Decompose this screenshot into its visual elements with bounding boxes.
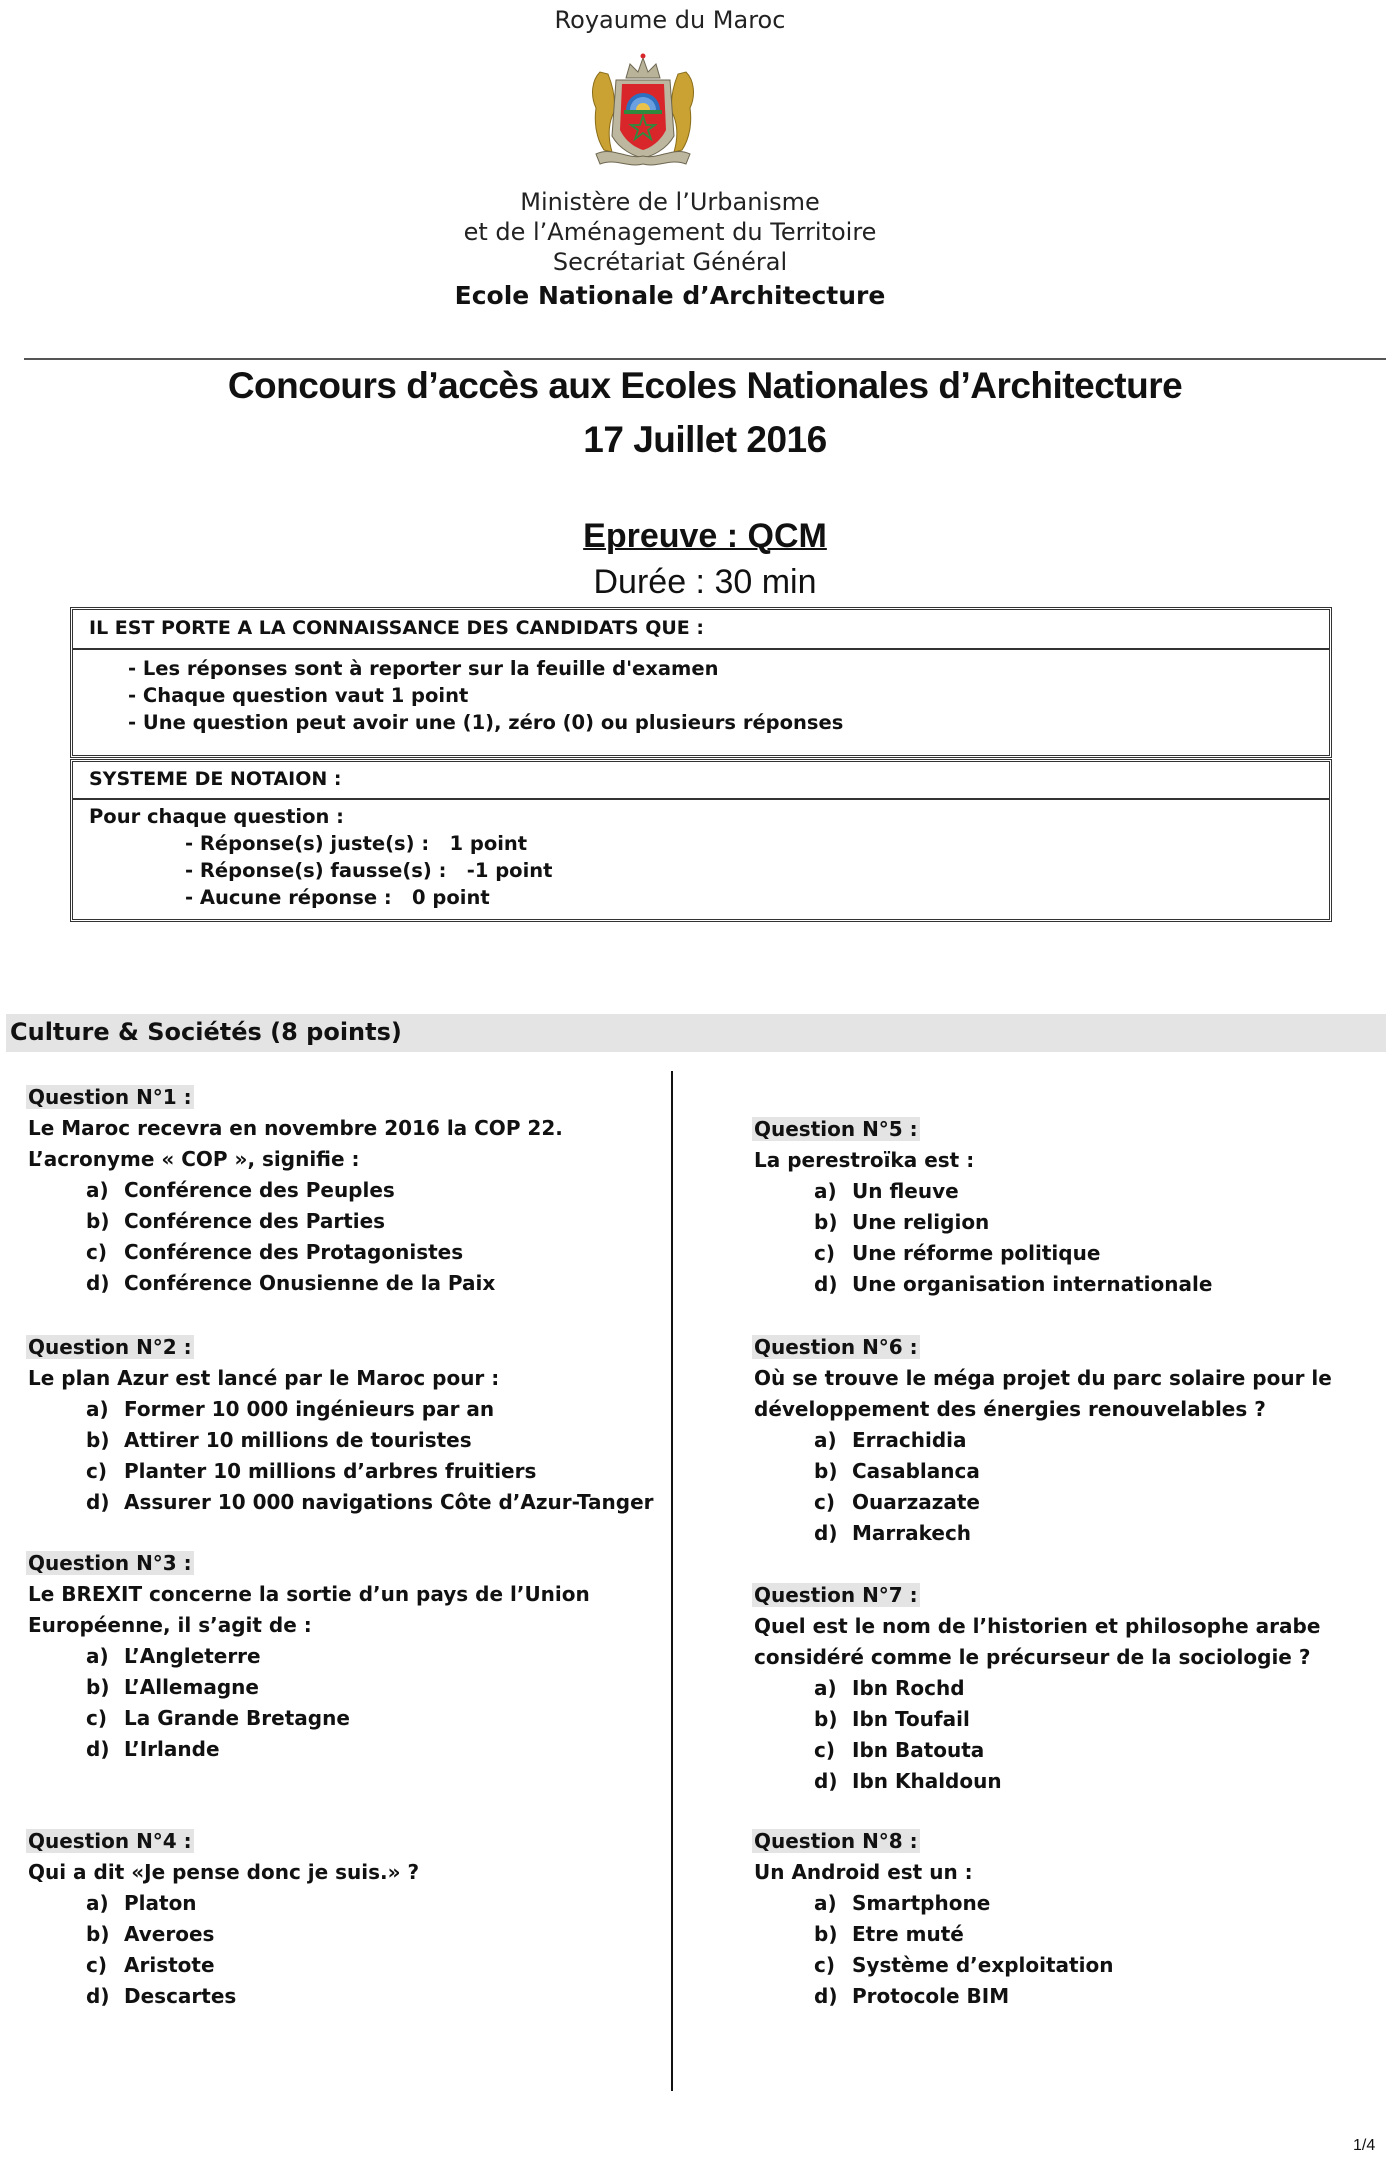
option-letter: b) bbox=[86, 1922, 110, 1946]
school-name: Ecole Nationale d’Architecture bbox=[454, 281, 886, 310]
option-letter: a) bbox=[86, 1644, 109, 1668]
option-text: Casablanca bbox=[852, 1459, 980, 1483]
option-letter: c) bbox=[814, 1738, 835, 1762]
notice-heading: IL EST PORTE A LA CONNAISSANCE DES CANDIDATS QUE : bbox=[73, 610, 1329, 650]
option-text: L’Allemagne bbox=[124, 1675, 259, 1699]
option-text: Ibn Batouta bbox=[852, 1738, 985, 1762]
grading-box bbox=[70, 759, 1332, 922]
question-label: Question N°8 : bbox=[754, 1829, 918, 1853]
option-text: La Grande Bretagne bbox=[124, 1706, 350, 1730]
question-text: Le BREXIT concerne la sortie d’un pays de l’Union bbox=[28, 1582, 590, 1606]
option-text: Une religion bbox=[852, 1210, 990, 1234]
option-text: Protocole BIM bbox=[852, 1984, 1010, 2008]
grading-item: - Réponse(s) juste(s) : 1 point bbox=[185, 832, 528, 855]
question-text: développement des énergies renouvelables ? bbox=[754, 1397, 1266, 1421]
option-letter: a) bbox=[86, 1397, 109, 1421]
question-text: Le Maroc recevra en novembre 2016 la COP 22. bbox=[28, 1116, 563, 1140]
question-text: L’acronyme « COP », signifie : bbox=[28, 1147, 360, 1171]
option-letter: d) bbox=[814, 1272, 838, 1296]
grading-item: - Réponse(s) fausse(s) : -1 point bbox=[185, 859, 553, 882]
option-letter: c) bbox=[86, 1706, 107, 1730]
ministry-line-3: Secrétariat Général bbox=[552, 248, 788, 276]
ministry-line-2: et de l’Aménagement du Territoire bbox=[463, 218, 877, 246]
grading-intro: Pour chaque question : bbox=[89, 805, 344, 828]
option-letter: d) bbox=[814, 1984, 838, 2008]
section-title: Culture & Sociétés (8 points) bbox=[10, 1018, 402, 1046]
option-text: Conférence des Parties bbox=[124, 1209, 386, 1233]
option-letter: a) bbox=[814, 1179, 837, 1203]
option-letter: a) bbox=[86, 1178, 109, 1202]
notice-item: - Une question peut avoir une (1), zéro (0) ou plusieurs réponses bbox=[128, 711, 844, 734]
notice-box bbox=[70, 607, 1332, 758]
page-number: 1/4 bbox=[1353, 2137, 1376, 2154]
notice-item: - Les réponses sont à reporter sur la feuille d'examen bbox=[128, 657, 719, 680]
option-letter: c) bbox=[86, 1953, 107, 1977]
ministry-line-1: Ministère de l’Urbanisme bbox=[520, 188, 820, 216]
option-text: Etre muté bbox=[852, 1922, 964, 1946]
option-letter: b) bbox=[814, 1210, 838, 1234]
option-letter: c) bbox=[814, 1953, 835, 1977]
option-text: Une organisation internationale bbox=[852, 1272, 1213, 1296]
option-text: Errachidia bbox=[852, 1428, 967, 1452]
question-text: Où se trouve le méga projet du parc solaire pour le bbox=[754, 1366, 1332, 1390]
country-name: Royaume du Maroc bbox=[554, 6, 786, 34]
option-text: Descartes bbox=[124, 1984, 237, 2008]
option-text: Marrakech bbox=[852, 1521, 972, 1545]
header-divider bbox=[24, 358, 1386, 360]
option-letter: a) bbox=[814, 1891, 837, 1915]
option-letter: b) bbox=[86, 1209, 110, 1233]
option-text: Ibn Toufail bbox=[852, 1707, 970, 1731]
option-text: Ouarzazate bbox=[852, 1490, 980, 1514]
question-label: Question N°2 : bbox=[28, 1335, 192, 1359]
question-text: considéré comme le précurseur de la sociologie ? bbox=[754, 1645, 1311, 1669]
option-letter: b) bbox=[86, 1675, 110, 1699]
grading-heading: SYSTEME DE NOTAION : bbox=[73, 762, 1329, 800]
option-letter: a) bbox=[814, 1428, 837, 1452]
option-letter: c) bbox=[814, 1490, 835, 1514]
question-text: Quel est le nom de l’historien et philosophe arabe bbox=[754, 1614, 1321, 1638]
option-letter: b) bbox=[814, 1707, 838, 1731]
exam-date: 17 Juillet 2016 bbox=[583, 419, 827, 460]
question-text: Européenne, il s’agit de : bbox=[28, 1613, 312, 1637]
option-letter: d) bbox=[814, 1769, 838, 1793]
option-letter: a) bbox=[814, 1676, 837, 1700]
option-text: Système d’exploitation bbox=[852, 1953, 1114, 1977]
option-text: Conférence des Protagonistes bbox=[124, 1240, 464, 1264]
option-text: L’Angleterre bbox=[124, 1644, 261, 1668]
question-text: Le plan Azur est lancé par le Maroc pour : bbox=[28, 1366, 500, 1390]
grading-item: - Aucune réponse : 0 point bbox=[185, 886, 490, 909]
option-text: Attirer 10 millions de touristes bbox=[124, 1428, 472, 1452]
option-text: Platon bbox=[124, 1891, 197, 1915]
option-letter: c) bbox=[86, 1240, 107, 1264]
option-letter: d) bbox=[86, 1490, 110, 1514]
option-text: Conférence Onusienne de la Paix bbox=[124, 1271, 496, 1295]
question-label: Question N°7 : bbox=[754, 1583, 918, 1607]
option-text: Smartphone bbox=[852, 1891, 991, 1915]
option-letter: b) bbox=[814, 1922, 838, 1946]
question-label: Question N°3 : bbox=[28, 1551, 192, 1575]
question-text: Qui a dit «Je pense donc je suis.» ? bbox=[28, 1860, 420, 1884]
question-label: Question N°6 : bbox=[754, 1335, 918, 1359]
option-letter: b) bbox=[814, 1459, 838, 1483]
moroccan-coat-of-arms-icon bbox=[582, 50, 704, 172]
option-text: Former 10 000 ingénieurs par an bbox=[124, 1397, 495, 1421]
option-letter: d) bbox=[814, 1521, 838, 1545]
option-text: Une réforme politique bbox=[852, 1241, 1101, 1265]
question-text: Un Android est un : bbox=[754, 1860, 973, 1884]
exam-title: Concours d’accès aux Ecoles Nationales d’Architecture bbox=[227, 365, 1183, 406]
option-letter: d) bbox=[86, 1984, 110, 2008]
notice-list bbox=[73, 650, 1329, 755]
column-divider bbox=[671, 1071, 673, 2091]
exam-type: Epreuve : QCM bbox=[583, 517, 827, 555]
option-text: Assurer 10 000 navigations Côte d’Azur-Tanger bbox=[124, 1490, 654, 1514]
option-text: Un fleuve bbox=[852, 1179, 959, 1203]
option-letter: d) bbox=[86, 1737, 110, 1761]
option-text: Aristote bbox=[124, 1953, 215, 1977]
question-label: Question N°4 : bbox=[28, 1829, 192, 1853]
option-letter: d) bbox=[86, 1271, 110, 1295]
option-text: Planter 10 millions d’arbres fruitiers bbox=[124, 1459, 537, 1483]
section-header bbox=[6, 1014, 1386, 1052]
question-label: Question N°5 : bbox=[754, 1117, 918, 1141]
option-text: Averoes bbox=[124, 1922, 215, 1946]
grading-list bbox=[73, 800, 1329, 919]
option-letter: b) bbox=[86, 1428, 110, 1452]
option-letter: c) bbox=[814, 1241, 835, 1265]
option-letter: a) bbox=[86, 1891, 109, 1915]
option-text: Ibn Rochd bbox=[852, 1676, 965, 1700]
option-letter: c) bbox=[86, 1459, 107, 1483]
question-text: La perestroïka est : bbox=[754, 1148, 975, 1172]
question-label: Question N°1 : bbox=[28, 1085, 192, 1109]
option-text: L’Irlande bbox=[124, 1737, 220, 1761]
option-text: Conférence des Peuples bbox=[124, 1178, 395, 1202]
exam-duration: Durée : 30 min bbox=[593, 563, 817, 601]
notice-item: - Chaque question vaut 1 point bbox=[128, 684, 469, 707]
option-text: Ibn Khaldoun bbox=[852, 1769, 1002, 1793]
